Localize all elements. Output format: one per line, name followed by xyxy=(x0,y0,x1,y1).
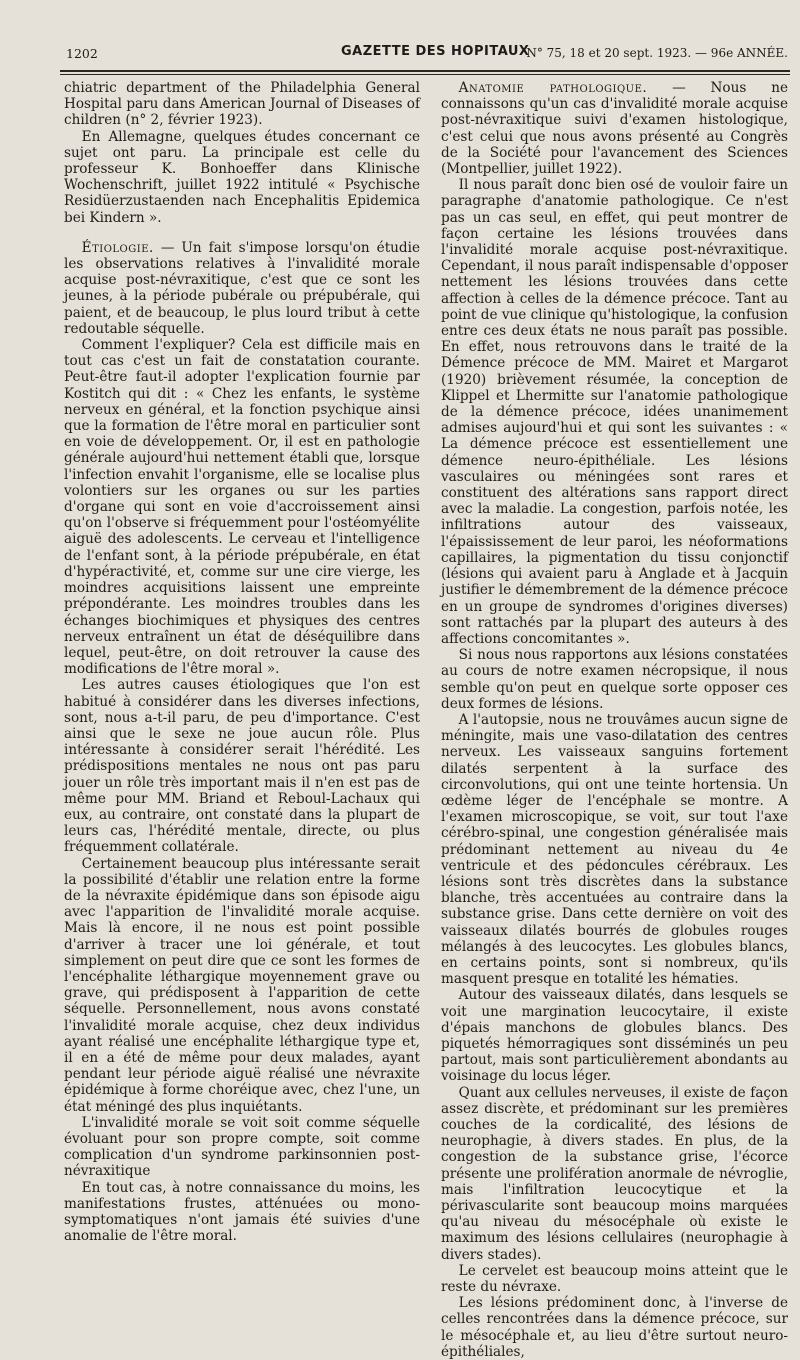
header-rule-thin xyxy=(60,74,790,75)
paragraph: L'invalidité morale se voit soit comme séquelle évoluant pour son propre compte, soit comme complication d'un syndrome parkinsonnien post-névraxitique xyxy=(64,1114,420,1180)
page-number: 1202 xyxy=(66,46,98,61)
paragraph: Il nous paraît donc bien osé de vouloir faire un paragraphe d'anatomie pathologique. Ce n'est pas un cas seul, en effet, qui peut montrer de façon certaine les lésions trouvées dans l'invalidité morale acquise post-névraxitique. Cependant, il nous paraît indispensable d'opposer nettement les lésions trouvées dans cette affection à celles de la démence précoce. Tant au point de vue clinique qu'histologique, la confusion entre ces deux états ne nous paraît pas possible. En effet, nous retrouvons dans le traité de la Démence précoce de MM. Mairet et Margarot (1920) brièvement résumée, la conception de Klippel et Lhermitte sur l'anatomie pathologique de la démence précoce, idées unanimement admises aujourd'hui et qui sont les suivantes : « La démence précoce est essentiellement une démence neuro-épithéliale. Les lésions vasculaires ou méningées sont rares et constituent des altérations sans rapport direct avec la maladie. La congestion, parfois notée, les infiltrations autour des vaisseaux, l'épaississement de leur paroi, les néoformations capillaires, la pigmentation du tissu conjonctif (lésions qui avaient paru à Anglade et à Jacquin justifier le démembrement de la démence précoce en un groupe de syndromes d'origines diverses) sont rattachés par la plupart des auteurs à des affections concomitantes ». xyxy=(441,177,788,647)
paragraph: A l'autopsie, nous ne trouvâmes aucun signe de méningite, mais une vaso-dilatation des centres nerveux. Les vaisseaux sanguins fortement dilatés serpentent à la surface des circonvolutions, qui ont une teinte hortensia. Un œdème léger de l'encéphale se montre. A l'examen microscopique, se voit, sur tout l'axe cérébro-spinal, une congestion généralisée mais prédominant nettement au niveau du 4e ventricule et des pédoncules cérébraux. Les lésions sont très discrètes dans la substance blanche, très accentuées au contraire dans la substance grise. Dans cette dernière on voit des vaisseaux dilatés bourrés de globules rouges mélangés à des leucocytes. Les globules blancs, en certains points, sont si nombreux, qu'ils masquent presque en totalité les hématies. xyxy=(441,711,788,988)
paragraph: Si nous nous rapportons aux lésions constatées au cours de notre examen nécropsique, il nous semble qu'on peut en quelque sorte opposer ces deux formes de lésions. xyxy=(441,647,788,712)
paragraph-text: — Un fait s'impose lorsqu'on étudie les observations relatives à l'invalidité morale acquise post-névraxitique, c'est que ce sont les jeunes, à la période pubérale ou prépubérale, qui paient, et de beaucoup, le plus lourd tribut à cette redoutable séquelle. xyxy=(64,239,420,337)
page-header xyxy=(66,44,788,64)
paragraph xyxy=(441,80,788,177)
paragraph: Comment l'expliquer? Cela est difficile mais en tout cas c'est un fait de constatation courante. Peut-être faut-il adopter l'explication fournie par Kostitch qui dit : « Chez les enfants, le système nerveux en général, et la fonction psychique ainsi que la formation de l'être moral en particulier sont en voie de développement. Or, il est en pathologie générale aujourd'hui nettement établi que, lorsque l'infection envahit l'organisme, elle se localise plus volontiers sur les organes ou sur les parties d'organe qui sont en voie d'accroissement ainsi qu'on l'observe si fréquemment pour l'ostéomyélite aiguë des adolescents. Le cerveau et l'intelligence de l'enfant sont, à la période prépubérale, en état d'hypéractivité, et, comme sur une cire vierge, les moindres acquisitions laissent une empreinte prépondérante. Les moindres troubles dans les échanges biochimiques et physiques des centres nerveux entraînent un état de déséquilibre dans lequel, peut-être, on doit retrouver la cause des modifications de l'être moral ». xyxy=(64,337,420,678)
paragraph xyxy=(64,240,420,337)
section-heading-etiologie: Étiologie. xyxy=(81,239,154,256)
paragraph-text: — Nous ne connaissons qu'un cas d'invalidité morale acquise post-névraxitique suivi d'examen histologique, c'est celui que nous avons présenté au Congrès de la Société pour l'avancement des Sciences (Montpellier, juillet 1922). xyxy=(441,80,788,178)
paragraph: Les autres causes étiologiques que l'on est habitué à considérer dans les diverses infections, sont, nous a-t-il paru, de peu d'importance. C'est ainsi que le sexe ne joue aucun rôle. Plus intéressante à considérer serait l'hérédité. Les prédispositions mentales ne nous ont pas paru jouer un rôle très important mais il n'en est pas de même pour MM. Briand et Reboul-Lachaux qui eux, au contraire, ont constaté dans la plupart de leurs cas, l'hérédité mentale, directe, ou plus fréquemment collatérale. xyxy=(64,677,420,856)
issue-info: N° 75, 18 et 20 sept. 1923. — 96e ANNÉE. xyxy=(526,46,788,60)
section-heading-anatomie: Anatomie pathologique. xyxy=(458,80,648,96)
paragraph: En Allemagne, quelques études concernant ce sujet ont paru. La principale est celle du professeur K. Bonhoeffer dans Klinische Wochenschrift, juillet 1922 intitulé « Psychische Residüerzustaenden nach Encephalitis Epidemica bei Kindern ». xyxy=(64,128,420,226)
right-column xyxy=(441,80,788,1360)
paragraph: Quant aux cellules nerveuses, il existe de façon assez discrète, et prédominant sur les premières couches de la cordicalité, des lésions de neurophagie, à divers stades. En plus, de la congestion de la substance grise, l'écorce présente une prolifération anormale de névroglie, mais l'infiltration leucocytique et la périvascularite sont beaucoup moins marquées qu'au niveau du mésocéphale où existe le maximum des lésions cellulaires (neurophagie à divers stades). xyxy=(441,1084,788,1263)
paragraph: Certainement beaucoup plus intéressante serait la possibilité d'établir une relation entre la forme de la névraxite épidémique dans son épisode aigu avec l'apparition de l'invalidité morale acquise. Mais là encore, il ne nous est point possible d'arriver à tracer une loi générale, et tout simplement on peut dire que ce sont les formes de l'encéphalite léthargique moyennement grave ou grave, qui prédisposent à l'apparition de cette séquelle. Personnellement, nous avons constaté l'invalidité morale acquise, chez deux individus ayant réalisé une encéphalite léthargique type et, il en a été de même pour deux malades, ayant pendant leur période aiguë réalisé une névraxite épidémique à forme choréique avec, chez l'une, un état méningé des plus inquiétants. xyxy=(64,855,420,1115)
left-column xyxy=(64,80,420,1245)
paragraph: Le cervelet est beaucoup moins atteint que le reste du névraxe. xyxy=(441,1262,788,1296)
paragraph: Autour des vaisseaux dilatés, dans lesquels se voit une margination leucocytaire, il existe d'épais manchons de globules blancs. Des piquetés hémorragiques sont disséminés un peu partout, mais sont particulièrement abondants au voisinage du locus léger. xyxy=(441,987,788,1085)
journal-title: GAZETTE DES HOPITAUX xyxy=(341,44,530,59)
paragraph: chiatric department of the Philadelphia General Hospital paru dans American Journal of Diseases of children (n° 2, février 1923). xyxy=(64,80,420,129)
header-rule xyxy=(60,70,790,72)
paragraph: Les lésions prédominent donc, à l'inverse de celles rencontrées dans la démence précoce, sur le mésocéphale et, au lieu d'être surtout neuro-épithéliales, xyxy=(441,1295,788,1360)
paragraph: En tout cas, à notre connaissance du moins, les manifestations frustes, atténuées ou mono-symptomatiques n'ont jamais été suivies d'une anomalie de l'être moral. xyxy=(64,1179,420,1245)
